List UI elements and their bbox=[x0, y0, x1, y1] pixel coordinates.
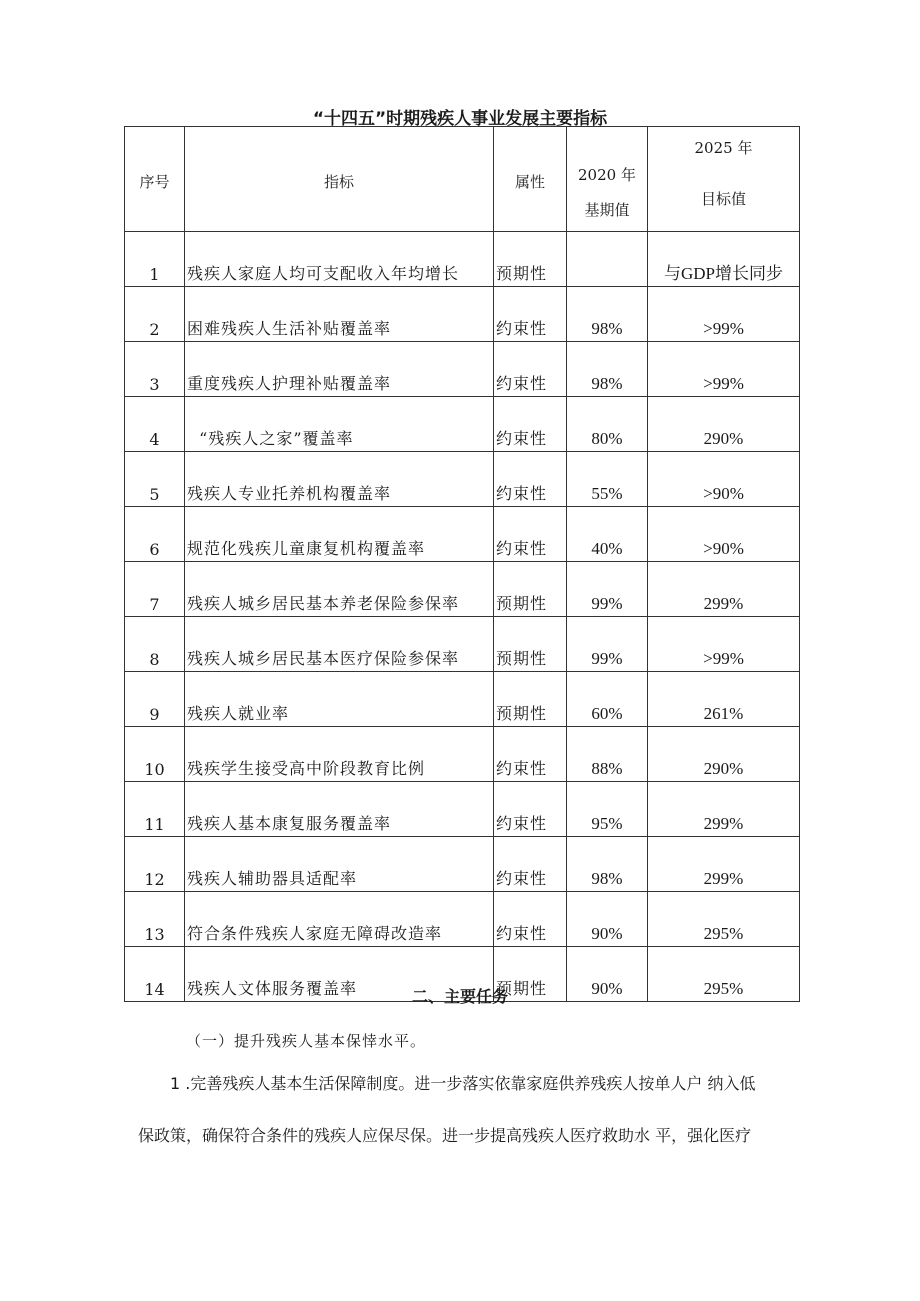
row-number: 7 bbox=[125, 562, 185, 617]
paragraph-line: 1 .完善残疾人基本生活保障制度。进一步落实依靠家庭供养残疾人按单人户 纳入低 bbox=[170, 1074, 756, 1093]
row-attribute: 约束性 bbox=[494, 452, 567, 507]
row-attribute: 约束性 bbox=[494, 397, 567, 452]
table-title: “十四五”时期残疾人事业发展主要指标 bbox=[312, 109, 608, 129]
row-indicator: “残疾人之家”覆盖率 bbox=[185, 397, 494, 452]
row-base-value: 40% bbox=[567, 507, 648, 562]
row-number: 12 bbox=[125, 837, 185, 892]
row-target-value: 299% bbox=[648, 837, 800, 892]
header-target-label: 目标值 bbox=[700, 190, 746, 208]
row-number: 1 bbox=[125, 232, 185, 287]
table-row bbox=[125, 672, 800, 727]
table-row bbox=[125, 782, 800, 837]
row-number: 10 bbox=[125, 727, 185, 782]
row-indicator: 重度残疾人护理补贴覆盖率 bbox=[185, 342, 494, 397]
table-row bbox=[125, 232, 800, 287]
row-attribute: 约束性 bbox=[494, 287, 567, 342]
row-indicator: 残疾人文体服务覆盖率 bbox=[185, 947, 494, 1002]
row-target-value: 295% bbox=[648, 892, 800, 947]
row-number: 9 bbox=[125, 672, 185, 727]
row-target-value: >99% bbox=[648, 617, 800, 672]
header-no: 序号 bbox=[125, 127, 185, 232]
header-base-label: 基期值 bbox=[584, 201, 630, 219]
row-base-value: 90% bbox=[567, 947, 648, 1002]
row-attribute: 预期性 bbox=[494, 672, 567, 727]
row-attribute: 预期性 bbox=[494, 947, 567, 1002]
row-base-value: 88% bbox=[567, 727, 648, 782]
row-target-value: 290% bbox=[648, 397, 800, 452]
row-attribute: 约束性 bbox=[494, 507, 567, 562]
row-number: 4 bbox=[125, 397, 185, 452]
row-attribute: 约束性 bbox=[494, 782, 567, 837]
row-base-value: 55% bbox=[567, 452, 648, 507]
table-row bbox=[125, 397, 800, 452]
table-row bbox=[125, 892, 800, 947]
table-row bbox=[125, 837, 800, 892]
row-base-value: 99% bbox=[567, 617, 648, 672]
section-title: 二、主要任务 bbox=[411, 987, 508, 1006]
row-indicator: 规范化残疾儿童康复机构覆盖率 bbox=[185, 507, 494, 562]
row-number: 14 bbox=[125, 947, 185, 1002]
header-base-year: 2020 年 bbox=[578, 166, 636, 184]
table-row bbox=[125, 507, 800, 562]
row-base-value: 90% bbox=[567, 892, 648, 947]
row-target-value: >99% bbox=[648, 342, 800, 397]
row-indicator: 残疾人基本康复服务覆盖率 bbox=[185, 782, 494, 837]
row-attribute: 预期性 bbox=[494, 562, 567, 617]
row-indicator: 符合条件残疾人家庭无障碍改造率 bbox=[185, 892, 494, 947]
header-indicator: 指标 bbox=[185, 127, 494, 232]
table-row bbox=[125, 727, 800, 782]
row-indicator: 残疾人就业率 bbox=[185, 672, 494, 727]
table-row bbox=[125, 617, 800, 672]
row-target-value: >99% bbox=[648, 287, 800, 342]
row-target-value: 299% bbox=[648, 782, 800, 837]
indicators-table bbox=[124, 126, 800, 1002]
row-base-value: 60% bbox=[567, 672, 648, 727]
row-target-value: 与GDP增长同步 bbox=[648, 232, 800, 287]
header-base bbox=[567, 127, 648, 232]
row-base-value: 98% bbox=[567, 287, 648, 342]
row-number: 11 bbox=[125, 782, 185, 837]
header-attribute: 属性 bbox=[494, 127, 567, 232]
row-target-value: >90% bbox=[648, 452, 800, 507]
row-base-value: 95% bbox=[567, 782, 648, 837]
table-header-row bbox=[125, 127, 800, 232]
row-target-value: 295% bbox=[648, 947, 800, 1002]
row-target-value: 261% bbox=[648, 672, 800, 727]
row-attribute: 约束性 bbox=[494, 727, 567, 782]
row-base-value bbox=[567, 232, 648, 287]
row-indicator: 残疾人城乡居民基本医疗保险参保率 bbox=[185, 617, 494, 672]
row-target-value: 299% bbox=[648, 562, 800, 617]
table-row bbox=[125, 342, 800, 397]
row-attribute: 预期性 bbox=[494, 617, 567, 672]
row-target-value: 290% bbox=[648, 727, 800, 782]
row-base-value: 98% bbox=[567, 837, 648, 892]
row-base-value: 99% bbox=[567, 562, 648, 617]
row-indicator: 残疾学生接受高中阶段教育比例 bbox=[185, 727, 494, 782]
row-indicator: 残疾人家庭人均可支配收入年均增长 bbox=[185, 232, 494, 287]
row-number: 6 bbox=[125, 507, 185, 562]
header-target bbox=[648, 127, 800, 232]
subsection-heading: （一）提升残疾人基本保悻水平。 bbox=[186, 1032, 427, 1050]
header-target-year: 2025 年 bbox=[694, 139, 753, 157]
paragraph-line: 保政策，确保符合条件的残疾人应保尽保。进一步提高残疾人医疗救助水 平，强化医疗 bbox=[138, 1126, 752, 1145]
row-indicator: 残疾人城乡居民基本养老保险参保率 bbox=[185, 562, 494, 617]
row-number: 8 bbox=[125, 617, 185, 672]
row-attribute: 约束性 bbox=[494, 342, 567, 397]
row-number: 13 bbox=[125, 892, 185, 947]
table-row bbox=[125, 452, 800, 507]
row-attribute: 约束性 bbox=[494, 892, 567, 947]
row-indicator: 困难残疾人生活补贴覆盖率 bbox=[185, 287, 494, 342]
table-row bbox=[125, 562, 800, 617]
row-indicator: 残疾人专业托养机构覆盖率 bbox=[185, 452, 494, 507]
row-base-value: 98% bbox=[567, 342, 648, 397]
row-number: 3 bbox=[125, 342, 185, 397]
row-target-value: >90% bbox=[648, 507, 800, 562]
row-number: 2 bbox=[125, 287, 185, 342]
table-row bbox=[125, 287, 800, 342]
row-base-value: 80% bbox=[567, 397, 648, 452]
row-attribute: 预期性 bbox=[494, 232, 567, 287]
row-number: 5 bbox=[125, 452, 185, 507]
row-indicator: 残疾人辅助器具适配率 bbox=[185, 837, 494, 892]
row-attribute: 约束性 bbox=[494, 837, 567, 892]
